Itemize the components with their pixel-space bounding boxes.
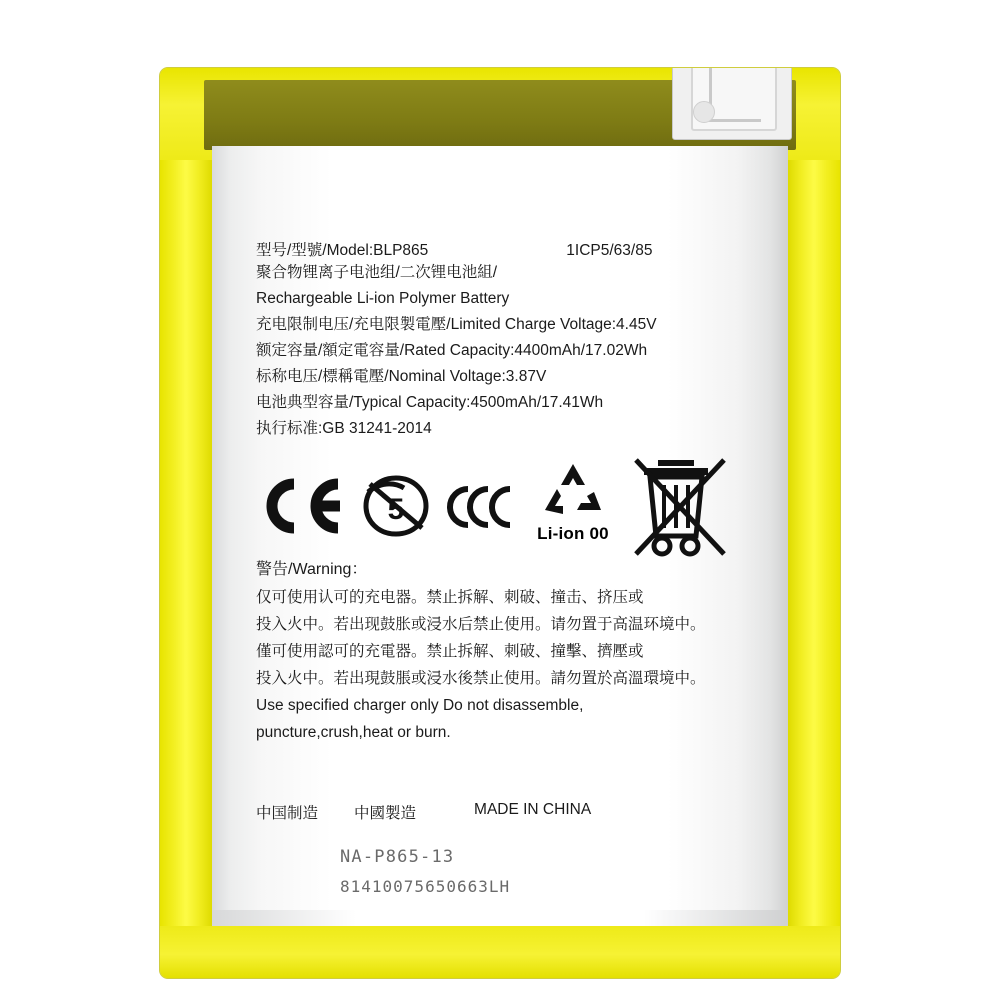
bottom-yellow-tape (160, 926, 840, 978)
ribbon-trace-horizontal (709, 119, 761, 122)
printed-codes (340, 843, 510, 901)
warning-title: 警告/Warning： (256, 561, 368, 578)
certification-symbol-row (260, 458, 760, 568)
weee-bin-icon (630, 454, 730, 565)
ribbon-solder-pad (693, 101, 715, 123)
flex-ribbon-connector (672, 68, 792, 140)
svg-text:5: 5 (387, 493, 405, 526)
battery-body (160, 68, 840, 978)
origin-traditional: 中國製造 (354, 805, 417, 822)
bottom-silver-strip (212, 910, 788, 926)
warning-line-4: 投入火中。若出現鼓脹或浸水後禁止使用。請勿置於高溫環境中。 (256, 670, 706, 687)
china-rohs-icon (360, 472, 432, 545)
origin-english: MADE IN CHINA (474, 801, 592, 818)
standard-code: 执行标准:GB 31241-2014 (256, 420, 432, 437)
warning-block (256, 556, 776, 746)
origin-simplified: 中国制造 (256, 805, 319, 822)
warning-line-5: Use specified charger only Do not disassemble, (256, 697, 584, 714)
nominal-voltage: 标称电压/標稱電壓/Nominal Voltage:3.87V (256, 368, 547, 385)
warning-line-1: 仅可使用认可的充电器。禁止拆解、刺破、撞击、挤压或 (256, 589, 644, 606)
warning-line-3: 僅可使用認可的充電器。禁止拆解、刺破、撞擊、擠壓或 (256, 643, 644, 660)
ce-mark-icon (260, 476, 344, 536)
part-code: NA-P865-13 (340, 847, 455, 867)
chemistry-cn: 聚合物锂离子电池组/二次锂电池組/ (256, 264, 498, 281)
icp-code: 1ICP5/63/85 (566, 242, 653, 259)
warning-line-6: puncture,crush,heat or burn. (256, 724, 451, 741)
serial-code: 81410075650663LH (340, 877, 511, 896)
model-label: 型号/型號/Model:BLP865 (256, 242, 429, 259)
origin-row (256, 801, 591, 823)
model-row (256, 238, 766, 260)
warning-line-2: 投入火中。若出现鼓胀或浸水后禁止使用。请勿置于高温环境中。 (256, 616, 706, 633)
battery-recycle-icon (518, 458, 628, 544)
rated-capacity: 额定容量/額定電容量/Rated Capacity:4400mAh/17.02Wh (256, 342, 648, 359)
typical-capacity: 电池典型容量/Typical Capacity:4500mAh/17.41Wh (256, 394, 604, 411)
recycle-liion-label: Li-ion 00 (537, 524, 609, 543)
spec-text-block (256, 238, 766, 442)
chemistry-en: Rechargeable Li-ion Polymer Battery (256, 290, 510, 307)
ccc-mark-icon (442, 480, 516, 539)
limited-charge-voltage: 充电限制电压/充电限製電壓/Limited Charge Voltage:4.45V (256, 316, 657, 333)
